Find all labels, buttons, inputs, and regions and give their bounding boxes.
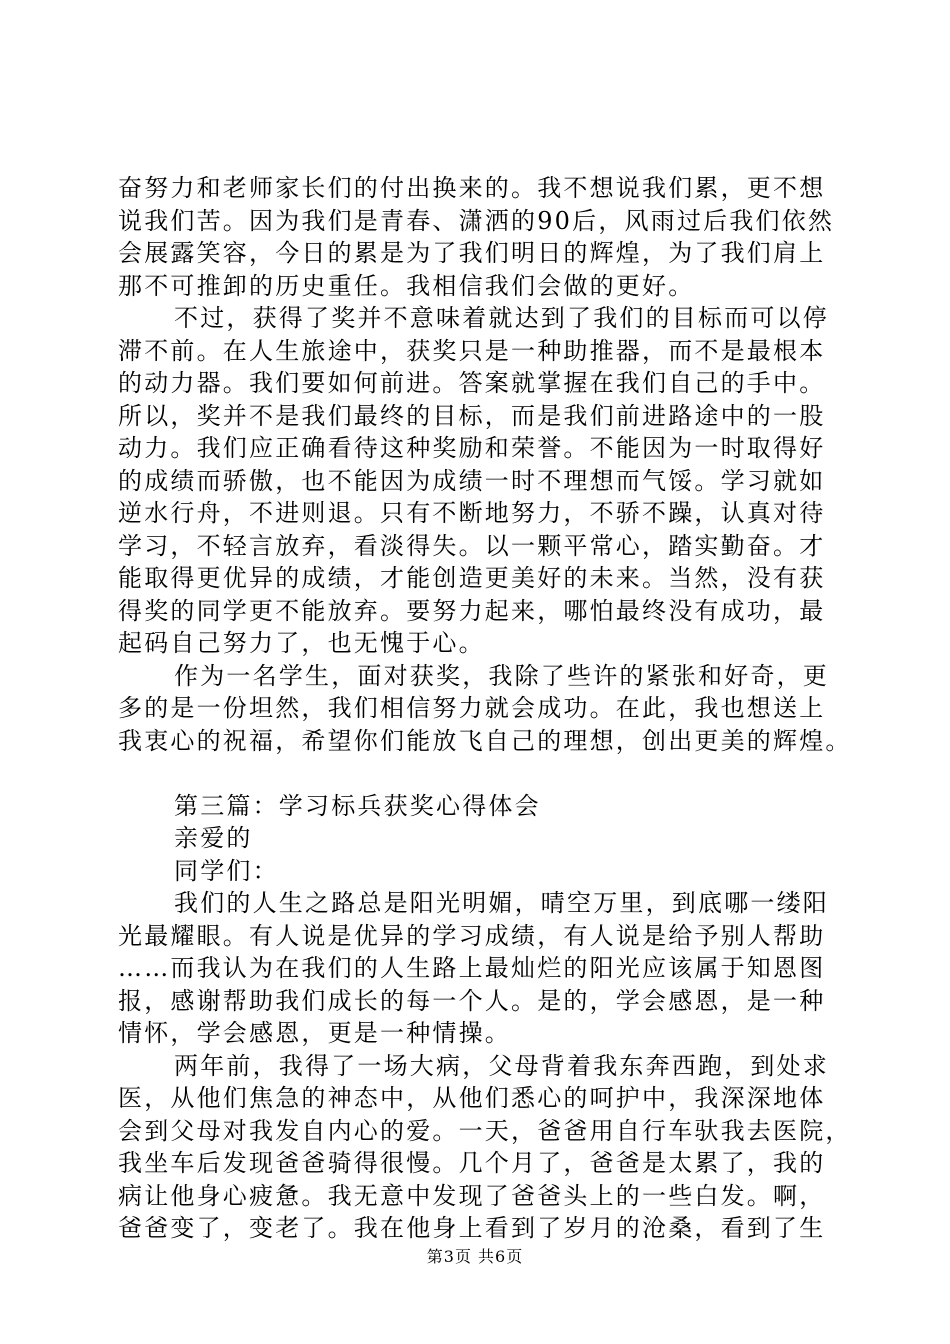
text-line: 我衷心的祝福，希望你们能放飞自己的理想，创出更美的辉煌。: [118, 726, 852, 755]
text-line: 报，感谢帮助我们成长的每一个人。是的，学会感恩，是一种: [118, 986, 826, 1015]
text-line: 情怀，学会感恩，更是一种情操。: [118, 1019, 511, 1047]
text-line: 多的是一份坦然，我们相信努力就会成功。在此，我也想送上: [118, 694, 826, 722]
text-line: 病让他身心疲惫。我无意中发现了爸爸头上的一些白发。啊，: [118, 1181, 826, 1210]
text-line: 爸爸变了，变老了。我在他身上看到了岁月的沧桑，看到了生: [118, 1214, 826, 1242]
text-line: 两年前，我得了一场大病，父母背着我东奔西跑，到处求: [174, 1051, 829, 1080]
text-line: 起码自己努力了，也无愧于心。: [118, 629, 485, 657]
paragraph: [118, 887, 838, 1050]
text-line: 说我们苦。因为我们是青春、潇洒的90后，风雨过后我们依然: [118, 206, 835, 235]
text-line: 不过，获得了奖并不意味着就达到了我们的目标而可以停: [174, 304, 829, 332]
text-line: ……而我认为在我们的人生路上最灿烂的阳光应该属于知恩图: [118, 954, 826, 982]
document-body: [118, 172, 852, 1245]
section-heading: [118, 790, 838, 823]
text-line: 的成绩而骄傲，也不能因为成绩一时不理想而气馁。学习就如: [118, 466, 826, 495]
text-line: 光最耀眼。有人说是优异的学习成绩，有人说是给予别人帮助: [118, 921, 826, 950]
text-line: 奋努力和老师家长们的付出换来的。我不想说我们累，更不想: [118, 174, 826, 202]
text-line: 动力。我们应正确看待这种奖励和荣誉。不能因为一时取得好: [118, 434, 826, 462]
text-line: 能取得更优异的成绩，才能创造更美好的未来。当然，没有获: [118, 564, 826, 592]
paragraph: [118, 660, 852, 758]
text-line: 医，从他们焦急的神态中，从他们悉心的呵护中，我深深地体: [118, 1084, 826, 1112]
text-line: 会展露笑容，今日的累是为了我们明日的辉煌，为了我们肩上: [118, 239, 826, 267]
page-footer: 第3页 共6页: [426, 1247, 524, 1266]
text-line: 会到父母对我发自内心的爱。一天，爸爸用自行车驮我去医院，: [118, 1116, 852, 1145]
paragraph: [118, 1050, 852, 1245]
text-line: 我坐车后发现爸爸骑得很慢。几个月了，爸爸是太累了，我的: [118, 1149, 826, 1177]
text-line: 学习，不轻言放弃，看淡得失。以一颗平常心，踏实勤奋。才: [118, 531, 826, 560]
text-line: 所以，奖并不是我们最终的目标，而是我们前进路途中的一股: [118, 401, 826, 430]
text-line: 的动力器。我们要如何前进。答案就掌握在我们自己的手中。: [118, 369, 826, 397]
paragraph: [118, 302, 838, 660]
paragraph: [118, 172, 838, 302]
text-line: 那不可推卸的历史重任。我相信我们会做的更好。: [118, 271, 695, 300]
text-line: 作为一名学生，面对获奖，我除了些许的紧张和好奇，更: [174, 661, 829, 690]
salutation: [118, 822, 838, 887]
salutation-line: 同学们：: [174, 856, 279, 885]
text-line: 逆水行舟，不进则退。只有不断地努力，不骄不躁，认真对待: [118, 499, 826, 527]
text-line: 我们的人生之路总是阳光明媚，晴空万里，到底哪一缕阳: [174, 889, 829, 917]
text-line: 滞不前。在人生旅途中，获奖只是一种助推器，而不是最根本: [118, 336, 826, 365]
salutation-line: 亲爱的: [174, 824, 253, 852]
heading-text: 第三篇：学习标兵获奖心得体会: [174, 791, 541, 820]
blank-line: [118, 757, 838, 790]
text-line: 得奖的同学更不能放弃。要努力起来，哪怕最终没有成功，最: [118, 596, 826, 625]
